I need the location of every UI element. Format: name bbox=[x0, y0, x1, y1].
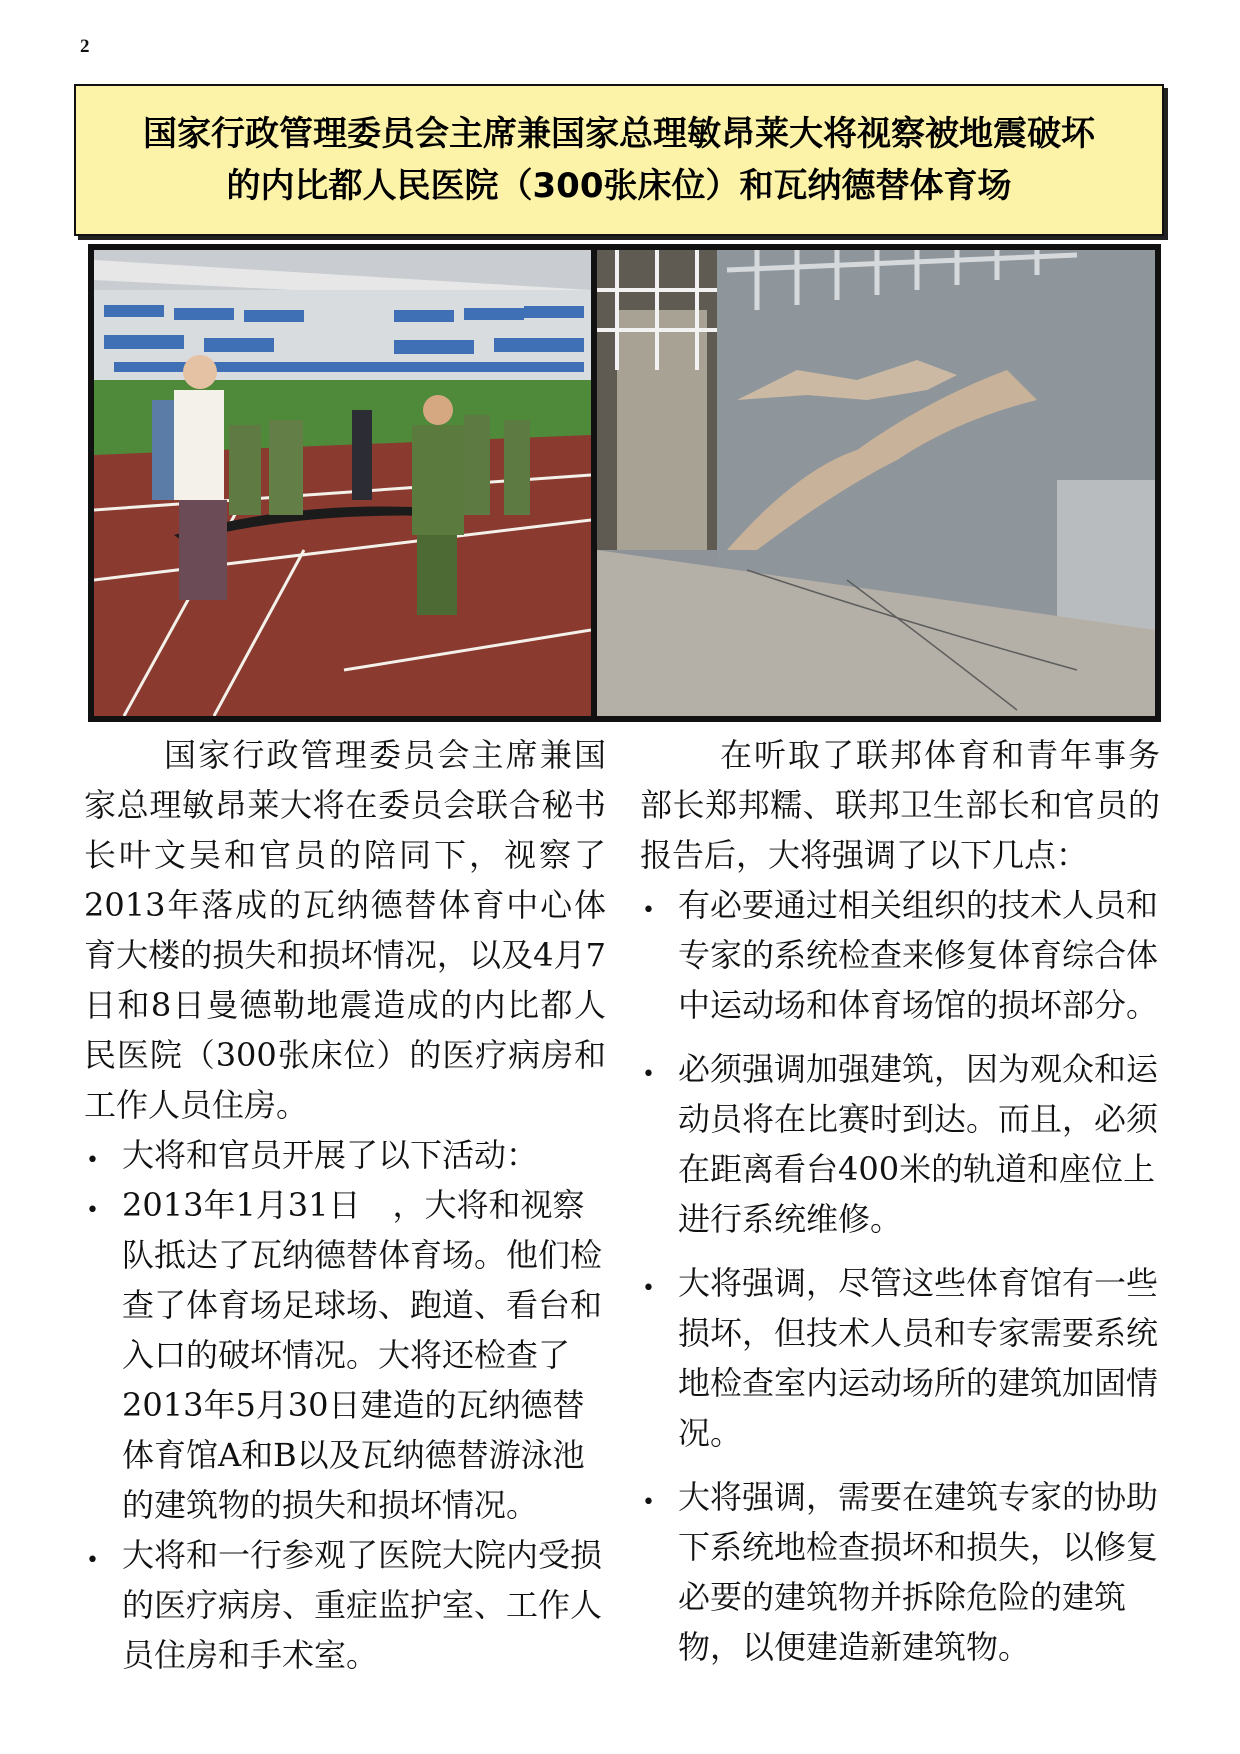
right-bullet-2: • 必须强调加强建筑，因为观众和运动员将在比赛时到达。而且，必须在距离看台400米的轨道和座位上进行系统维修。 bbox=[640, 1044, 1160, 1244]
page-number: 2 bbox=[80, 36, 90, 57]
right-bullet-3: • 大将强调，尽管这些体育馆有一些损坏，但技术人员和专家需要系统地检查室内运动场所的建筑加固情况。 bbox=[640, 1258, 1160, 1458]
cracked-wall-photo bbox=[597, 250, 1155, 716]
left-column bbox=[84, 730, 606, 1680]
title-line-2: 的内比都人民医院（300张床位）和瓦纳德替体育场 bbox=[226, 166, 1012, 206]
right-bullet-4: • 大将强调，需要在建筑专家的协助下系统地检查损坏和损失，以修复必要的建筑物并拆除危险的建筑物，以便建造新建筑物。 bbox=[640, 1472, 1160, 1672]
left-bullet-list bbox=[84, 1130, 606, 1680]
left-intro-paragraph: 国家行政管理委员会主席兼国家总理敏昂莱大将在委员会联合秘书长叶文吴和官员的陪同下，视察了2013年落成的瓦纳德替体育中心体育大楼的损失和损坏情况，以及4月7日和8日曼德勒地震造成的内比都人民医院（300张床位）的医疗病房和工作人员住房。 bbox=[84, 736, 606, 1124]
photo-strip bbox=[88, 244, 1161, 722]
title-line-1: 国家行政管理委员会主席兼国家总理敏昂莱大将视察被地震破坏 bbox=[143, 114, 1095, 154]
right-column bbox=[640, 730, 1160, 1672]
left-bullet-1: • 大将和官员开展了以下活动： bbox=[84, 1130, 606, 1180]
left-bullet-3: • 大将和一行参观了医院大院内受损的医疗病房、重症监护室、工作人员住房和手术室。 bbox=[84, 1530, 606, 1680]
right-intro-paragraph: 在听取了联邦体育和青年事务部长郑邦糯、联邦卫生部长和官员的报告后，大将强调了以下几点： bbox=[640, 736, 1160, 874]
stadium-inspection-photo bbox=[94, 250, 591, 716]
right-bullet-1: • 有必要通过相关组织的技术人员和专家的系统检查来修复体育综合体中运动场和体育场馆的损坏部分。 bbox=[640, 880, 1160, 1030]
right-bullet-list bbox=[640, 880, 1160, 1672]
left-bullet-2: • 2013年1月31日 ，大将和视察队抵达了瓦纳德替体育场。他们检查了体育场足球场、跑道、看台和入口的破坏情况。大将还检查了2013年5月30日建造的瓦纳德替体育馆A和B以及瓦纳德替游泳池的建筑物的损失和损坏情况。 bbox=[84, 1180, 606, 1530]
title-banner bbox=[74, 84, 1164, 236]
